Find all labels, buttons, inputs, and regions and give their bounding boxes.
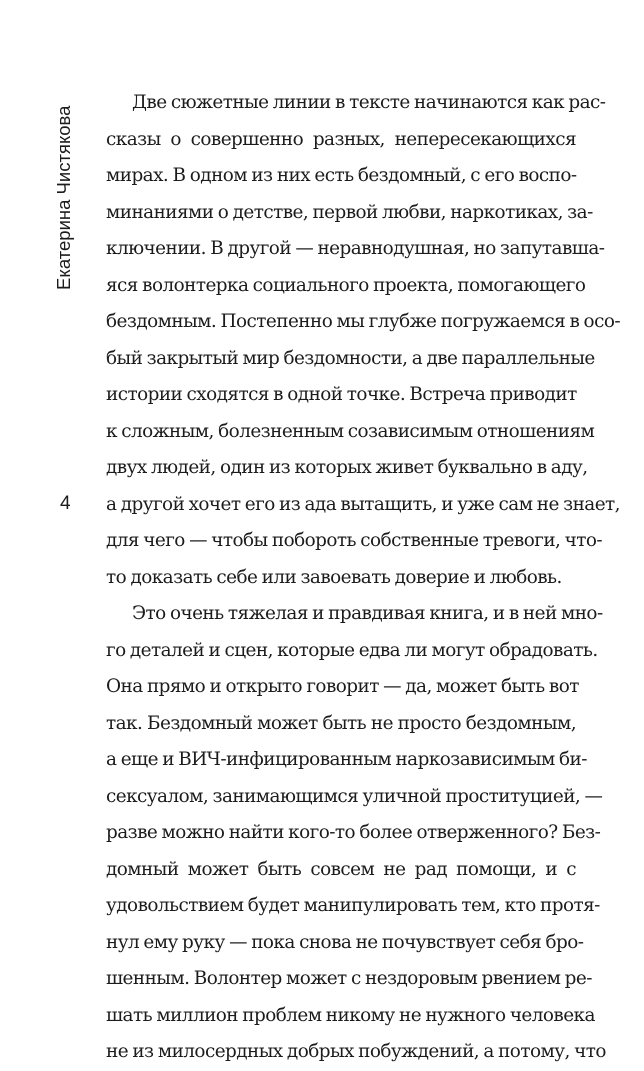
text-line: мирах. В одном из них есть бездомный, с его воспо- — [106, 165, 577, 186]
page-number: 4 — [60, 493, 71, 514]
text-line: шенным. Волонтер может с нездоровым рвением ре- — [106, 968, 592, 989]
text-line: Это очень тяжелая и правдивая книга, и в ней мно- — [132, 603, 603, 624]
text-line: шать миллион проблем никому не нужного человека — [106, 1004, 595, 1026]
text-line: бездомным. Постепенно мы глубже погружаемся в осо- — [106, 311, 620, 332]
text-line: домный может быть совсем не рад помощи, и с — [106, 858, 576, 880]
text-line: Она прямо и открыто говорит — да, может быть вот — [106, 676, 579, 697]
text-line: удовольствием будет манипулировать тем, кто протя- — [106, 895, 600, 916]
text-line: ключении. В другой — неравнодушная, но запутавша- — [106, 238, 605, 259]
body-text — [106, 85, 620, 1071]
text-line: к сложным, болезненным созависимым отношениям — [106, 420, 595, 442]
text-line: минаниями о детстве, первой любви, наркотиках, за- — [106, 201, 593, 223]
text-line: бый закрытый мир бездомности, а две параллельные — [106, 347, 595, 369]
text-line: двух людей, один из которых живет буквально в аду, — [106, 457, 588, 478]
text-line: то доказать себе или завоевать доверие и любовь. — [106, 566, 562, 588]
text-line: не из милосердных добрых побуждений, а потому, что — [106, 1041, 606, 1062]
text-line: нул ему руку — пока снова не почувствует себя бро- — [106, 931, 584, 953]
text-line: яся волонтерка социального проекта, помогающего — [106, 274, 586, 296]
text-line: истории сходятся в одной точке. Встреча приводит — [106, 384, 577, 405]
text-line: так. Бездомный может быть не просто бездомным, — [106, 712, 576, 734]
text-line: сказы о совершенно разных, непересекающихся — [106, 128, 576, 150]
text-line: а другой хочет его из ада вытащить, и уже сам не знает, — [106, 493, 620, 515]
text-line: сексуалом, занимающимся уличной проституцией, — — [106, 785, 603, 807]
running-head-author: Екатерина Чистякова — [53, 105, 74, 290]
text-line: го деталей и сцен, которые едва ли могут обрадовать. — [106, 639, 598, 661]
text-line: а еще и ВИЧ-инфицированным наркозависимым би- — [106, 749, 587, 770]
text-line: Две сюжетные линии в тексте начинаются как рас- — [132, 92, 606, 113]
paragraph-2 — [106, 596, 606, 1071]
text-line: для чего — чтобы побороть собственные тревоги, что- — [106, 530, 603, 551]
paragraph-1 — [106, 85, 620, 596]
text-line: разве можно найти кого-то более отверженного? Без- — [106, 822, 601, 843]
